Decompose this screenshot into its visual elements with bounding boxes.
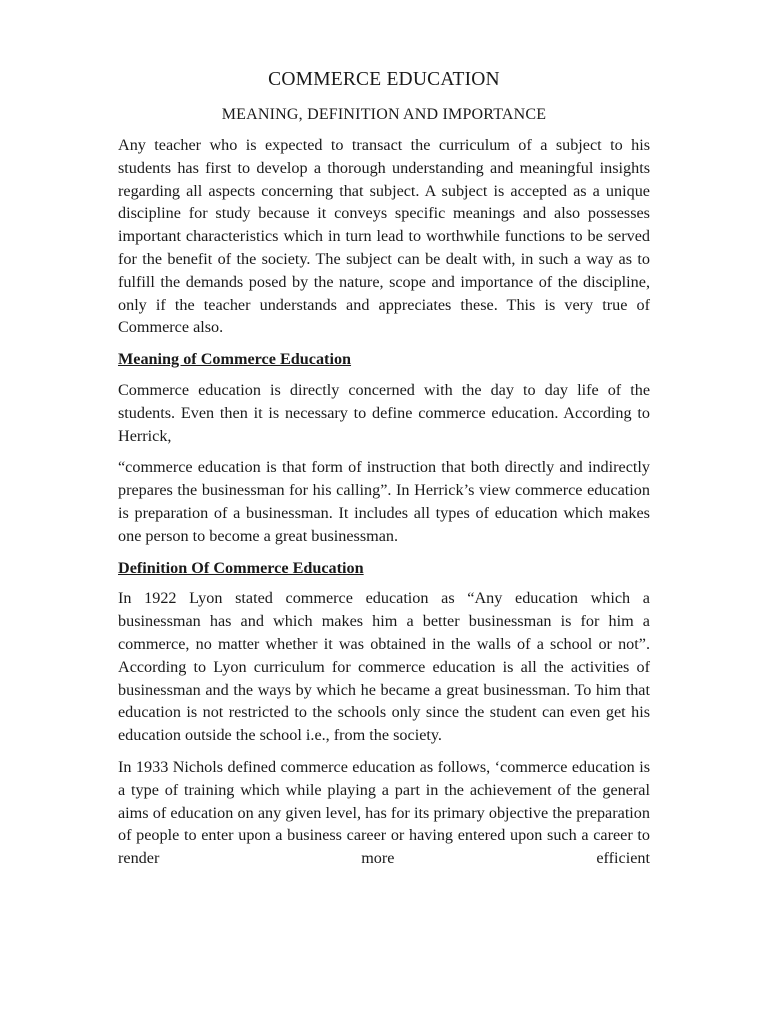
meaning-paragraph-1: Commerce education is directly concerned with the day to day life of the students. Even then it is necessary to define commerce education. According to Herrick, (118, 380, 650, 445)
document-page (118, 66, 650, 879)
document-title: COMMERCE EDUCATION (268, 69, 500, 90)
definition-paragraph-2: In 1933 Nichols defined commerce education as follows, ‘commerce education is a type of training which while playing a part in the achievement of the general aims of education on any given level, has for its primary objective the preparation of people to enter upon a business career or having entered upon such a career to render more efficient (118, 757, 650, 868)
document-subtitle: MEANING, DEFINITION AND IMPORTANCE (221, 106, 547, 123)
section-heading-definition: Definition Of Commerce Education (118, 558, 364, 577)
section-heading-meaning: Meaning of Commerce Education (118, 350, 352, 369)
meaning-paragraph-2: “commerce education is that form of instruction that both directly and indirectly prepares the businessman for his calling”. In Herrick’s view commerce education is preparation of a businessman. It includes all types of education which makes one person to become a great businessman. (118, 458, 650, 545)
definition-paragraph-1: In 1922 Lyon stated commerce education as “Any education which a businessman has and which makes him a better businessman is for him a commerce, no matter whether it was obtained in the walls of a school or not”. According to Lyon curriculum for commerce education is all the activities of businessman and the ways by which he became a great businessman. To him that education is not restricted to the schools only since the student can even get his education outside the school i.e., from the society. (118, 589, 650, 745)
intro-paragraph: Any teacher who is expected to transact the curriculum of a subject to his students has first to develop a thorough understanding and meaningful insights regarding all aspects concerning that subject. A subject is accepted as a unique discipline for study because it conveys specific meanings and also possesses important characteristics which in turn lead to worthwhile functions to be served for the benefit of the society. The subject can be dealt with, in such a way as to fulfill the demands posed by the nature, scope and importance of the discipline, only if the teacher understands and appreciates these. This is very true of Commerce also. (118, 136, 650, 337)
